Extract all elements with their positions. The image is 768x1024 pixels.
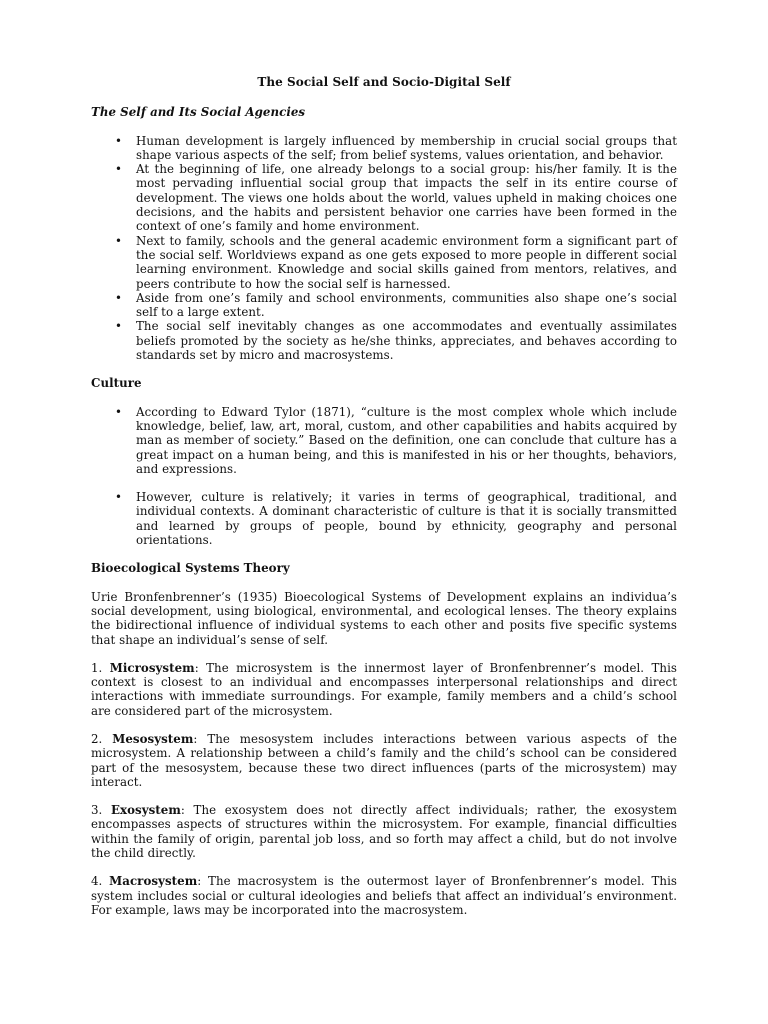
- document-title: The Social Self and Socio-Digital Self: [257, 75, 511, 89]
- bullet-icon: •: [115, 319, 123, 334]
- system-paragraph-mesosystem: [91, 732, 677, 789]
- system-text: : The mesosystem includes interactions between various aspects of the microsystem. A relationship between a child’s family and the child’s school can be considered part of the mesosystem, because these two direct influences (parts of the microsystem) may interact.: [91, 731, 677, 789]
- bullet-icon: •: [115, 133, 123, 148]
- bullet-icon: •: [115, 404, 123, 419]
- system-paragraph-microsystem: [91, 661, 677, 718]
- list-item: [91, 405, 677, 476]
- list-item: [91, 319, 677, 362]
- list-item: [91, 490, 677, 547]
- system-paragraph-macrosystem: [91, 874, 677, 917]
- system-text: : The exosystem does not directly affect individuals; rather, the exosystem encompasses aspects of structures within the microsystem. For example, financial difficulties within the family of origin, parental job loss, and so forth may affect a child, but do not involve the child directly.: [91, 803, 677, 861]
- system-name: Exosystem: [110, 803, 181, 818]
- list-item-text: Human development is largely influenced by membership in crucial social groups that shape various aspects of the self; from belief systems, values orientation, and behavior.: [136, 133, 677, 162]
- bullet-list-social-agencies: [91, 134, 677, 363]
- section-heading-self-social-agencies: The Self and Its Social Agencies: [91, 105, 306, 120]
- system-number: 4.: [91, 874, 110, 889]
- system-name: Microsystem: [109, 660, 195, 675]
- bullet-icon: •: [115, 162, 123, 177]
- list-item-text: However, culture is relatively; it varies in terms of geographical, traditional, and individual contexts. A dominant characteristic of culture is that it is socially transmitted and learned by groups of people, bound by ethnicity, geography and personal orientations.: [136, 490, 677, 548]
- list-item: [91, 162, 677, 233]
- section-heading-culture: Culture: [91, 376, 142, 391]
- bullet-icon: •: [115, 233, 123, 248]
- system-paragraph-exosystem: [91, 803, 677, 860]
- list-item-text: The social self inevitably changes as one accommodates and eventually assimilates beliefs promoted by the society as he/she thinks, appreciates, and behaves according to standards set by micro and macrosystems.: [136, 319, 677, 363]
- list-item-text: At the beginning of life, one already belongs to a social group: his/her family. It is the most pervading influential social group that impacts the self in its entire course of development. The views one holds about the world, values upheld in making choices one decisions, and the habits and persistent behavior one carries have been formed in the context of one’s family and home environment.: [136, 162, 677, 234]
- system-text: : The macrosystem is the outermost layer of Bronfenbrenner’s model. This system includes social or cultural ideologies and beliefs that affect an individual’s environment. For example, laws may be incorporated into the macrosystem.: [91, 874, 677, 917]
- list-item: [91, 234, 677, 291]
- system-name: Mesosystem: [112, 731, 194, 746]
- bullet-list-culture: [91, 405, 677, 548]
- list-item: [91, 134, 677, 163]
- system-name: Macrosystem: [109, 874, 198, 889]
- bullet-icon: •: [115, 290, 123, 305]
- list-item: [91, 291, 677, 320]
- bioecological-intro-paragraph: Urie Bronfenbrenner’s (1935) Bioecological Systems of Development explains an individua’s social development, using biological, environmental, and ecological lenses. The theory explains the bidirectional influence of individual systems to each other and posits five specific systems that shape an individual’s sense of self.: [91, 589, 677, 647]
- bullet-icon: •: [115, 490, 123, 505]
- document-page: [91, 75, 677, 917]
- system-number: 1.: [91, 660, 110, 675]
- list-item-text: According to Edward Tylor (1871), “culture is the most complex whole which include knowledge, belief, law, art, moral, custom, and other capabilities and habits acquired by man as member of society.” Based on the definition, one can conclude that culture has a great impact on a human being, and this is manifested in his or her thoughts, behaviors, and expressions.: [136, 404, 677, 476]
- list-item-text: Aside from one’s family and school environments, communities also shape one’s social self to a large extent.: [136, 290, 677, 320]
- system-text: : The microsystem is the innermost layer of Bronfenbrenner’s model. This context is closest to an individual and encompasses interpersonal relationships and direct interactions with immediate surroundings. For example, family members and a child’s school are considered part of the microsystem.: [91, 660, 677, 718]
- system-number: 3.: [91, 803, 111, 818]
- system-number: 2.: [91, 731, 113, 746]
- list-item-text: Next to family, schools and the general academic environment form a significant part of the social self. Worldviews expand as one gets exposed to more people in different social learning environment. Knowledge and social skills gained from mentors, relatives, and peers contribute to how the social self is harnessed.: [136, 233, 677, 291]
- section-heading-bioecological: Bioecological Systems Theory: [91, 561, 290, 576]
